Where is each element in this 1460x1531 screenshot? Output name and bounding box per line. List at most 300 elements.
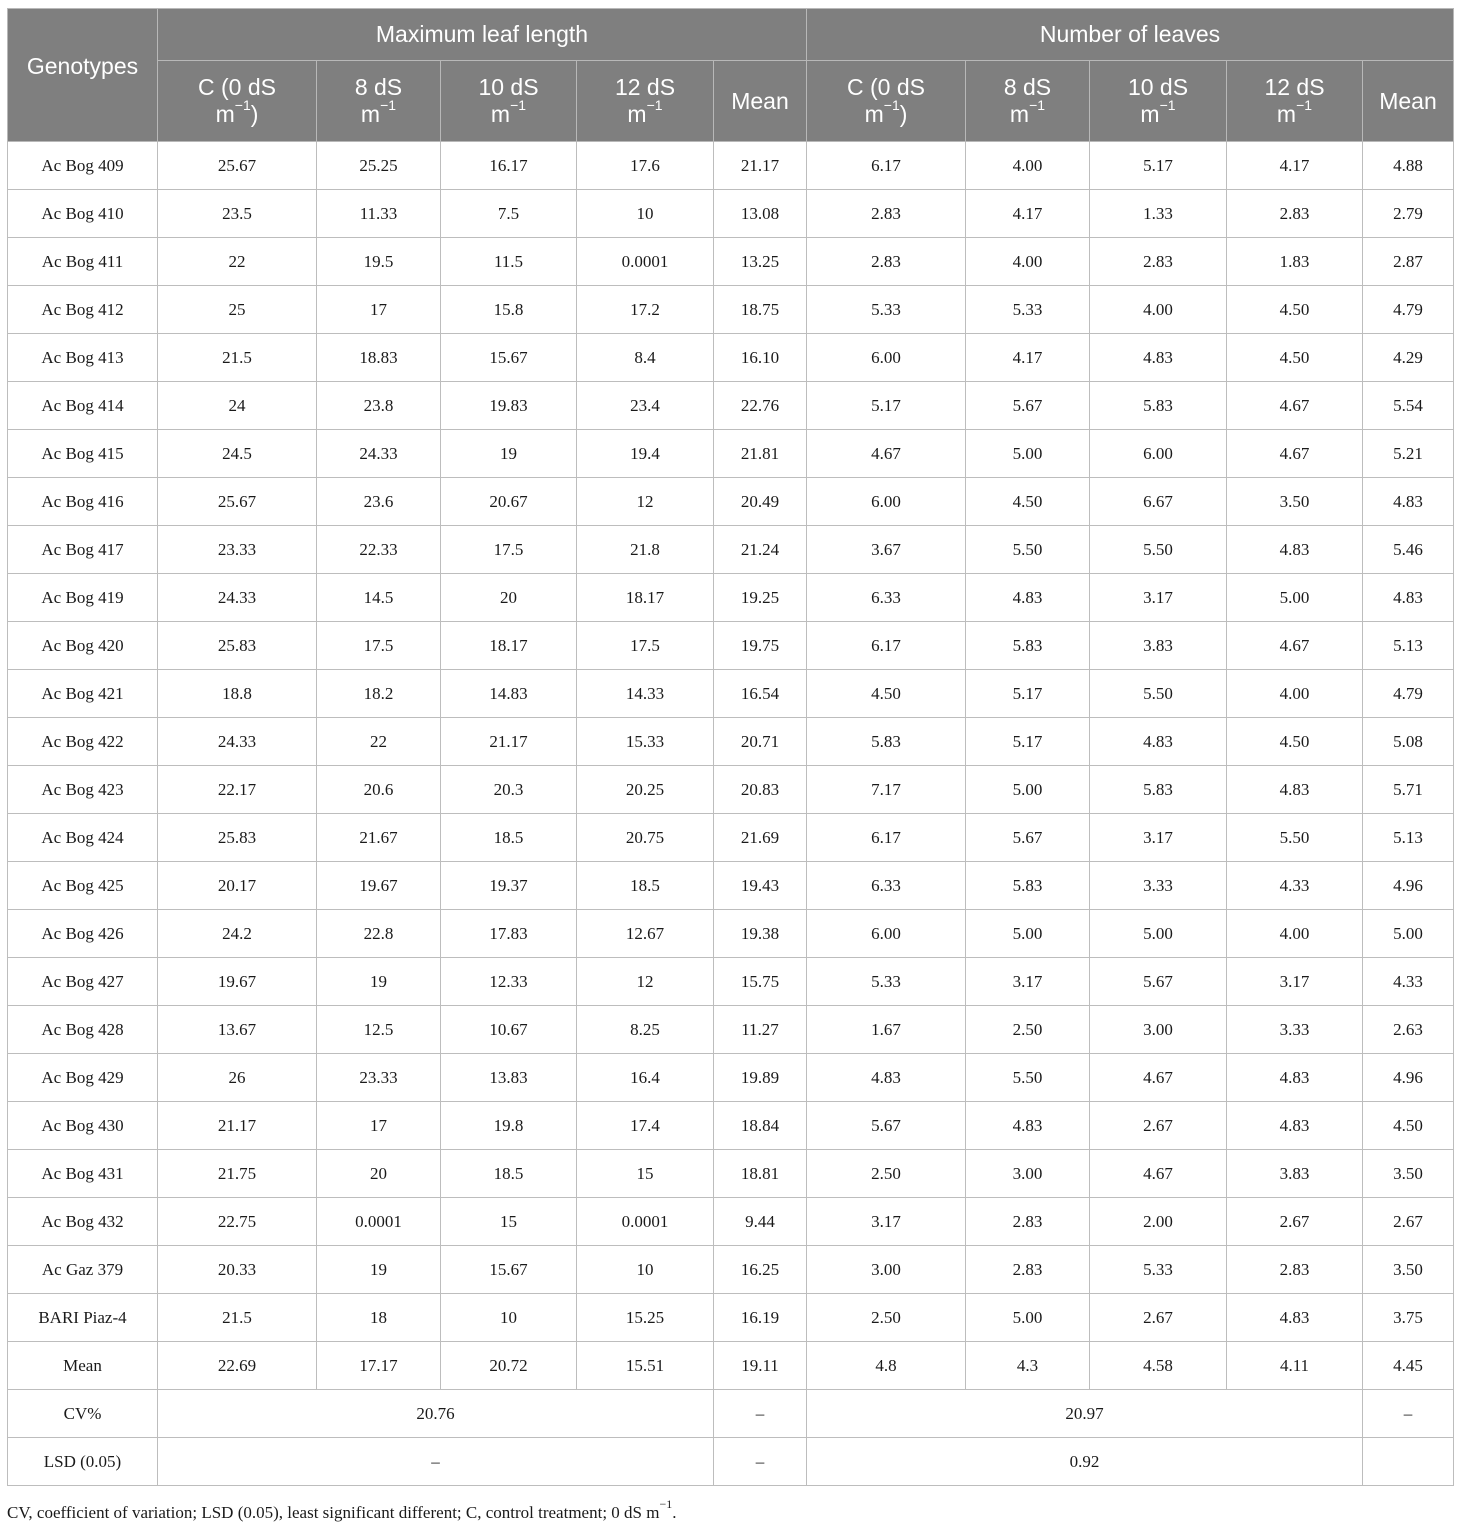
row-genotype: Ac Bog 432 <box>8 1198 158 1246</box>
table-cell: 19.38 <box>714 910 807 958</box>
table-cell: 1.83 <box>1227 238 1363 286</box>
table-cell: 20.49 <box>714 478 807 526</box>
table-cell: 12 <box>577 958 714 1006</box>
table-cell: 19.11 <box>714 1342 807 1390</box>
table-cell: 19.89 <box>714 1054 807 1102</box>
lsd-label: LSD (0.05) <box>8 1438 158 1486</box>
table-cell: 23.33 <box>317 1054 441 1102</box>
table-cell: 26 <box>158 1054 317 1102</box>
table-cell: 2.83 <box>1227 190 1363 238</box>
table-cell: 3.00 <box>1090 1006 1227 1054</box>
table-cell: 24.33 <box>158 574 317 622</box>
table-cell: 4.00 <box>1090 286 1227 334</box>
table-cell: 5.33 <box>807 286 966 334</box>
table-cell: 3.50 <box>1363 1150 1454 1198</box>
table-cell: 14.83 <box>441 670 577 718</box>
table-cell: 18.17 <box>441 622 577 670</box>
table-cell: 3.83 <box>1227 1150 1363 1198</box>
table-cell: 21.17 <box>158 1102 317 1150</box>
table-cell: 22.33 <box>317 526 441 574</box>
table-cell: 16.54 <box>714 670 807 718</box>
table-row <box>8 670 1454 718</box>
header-max-leaf-length: Maximum leaf length <box>158 9 807 61</box>
table-cell: 2.83 <box>1090 238 1227 286</box>
table-cell: 3.17 <box>1090 814 1227 862</box>
table-cell: 5.00 <box>1227 574 1363 622</box>
table-cell: 14.5 <box>317 574 441 622</box>
table-cell: 5.33 <box>807 958 966 1006</box>
table-cell: 4.83 <box>966 574 1090 622</box>
row-genotype: Ac Bog 410 <box>8 190 158 238</box>
table-cell: 5.00 <box>1363 910 1454 958</box>
header-leaves-mean: Mean <box>1363 61 1454 142</box>
table-cell: 21.69 <box>714 814 807 862</box>
table-cell: 15.8 <box>441 286 577 334</box>
lsd-row <box>8 1438 1454 1486</box>
table-cell: 5.83 <box>807 718 966 766</box>
table-cell: 23.33 <box>158 526 317 574</box>
table-cell: 20.6 <box>317 766 441 814</box>
table-cell: 17.5 <box>317 622 441 670</box>
header-genotypes: Genotypes <box>8 9 158 142</box>
table-cell: 4.17 <box>966 334 1090 382</box>
table-cell: 0.0001 <box>317 1198 441 1246</box>
row-genotype: Ac Bog 422 <box>8 718 158 766</box>
table-cell: 18.5 <box>441 814 577 862</box>
table-cell: 10 <box>577 1246 714 1294</box>
table-row <box>8 910 1454 958</box>
row-genotype: Ac Bog 420 <box>8 622 158 670</box>
table-cell: 5.54 <box>1363 382 1454 430</box>
table-cell: 4.00 <box>1227 670 1363 718</box>
table-cell: 18.5 <box>577 862 714 910</box>
table-cell: 17.5 <box>441 526 577 574</box>
table-row <box>8 622 1454 670</box>
table-cell: 4.33 <box>1363 958 1454 1006</box>
table-cell: 18.5 <box>441 1150 577 1198</box>
table-cell: 17.17 <box>317 1342 441 1390</box>
table-cell: 6.33 <box>807 862 966 910</box>
table-cell: 4.67 <box>1090 1150 1227 1198</box>
table-cell: 6.67 <box>1090 478 1227 526</box>
cv-label: CV% <box>8 1390 158 1438</box>
table-cell: 4.8 <box>807 1342 966 1390</box>
table-cell: 8.4 <box>577 334 714 382</box>
table-cell: 17 <box>317 1102 441 1150</box>
table-cell: 4.67 <box>1090 1054 1227 1102</box>
table-cell: 20.17 <box>158 862 317 910</box>
table-cell: 19.67 <box>158 958 317 1006</box>
table-cell: 1.67 <box>807 1006 966 1054</box>
cv-leaf-value: 20.76 <box>158 1390 714 1438</box>
table-cell: 19 <box>317 958 441 1006</box>
lsd-leaf-value: – <box>158 1438 714 1486</box>
table-cell: 19.75 <box>714 622 807 670</box>
table-cell: 4.83 <box>1227 526 1363 574</box>
table-cell: 5.00 <box>966 910 1090 958</box>
table-cell: 19.43 <box>714 862 807 910</box>
table-cell: 17.6 <box>577 142 714 190</box>
table-row <box>8 1342 1454 1390</box>
table-cell: 18 <box>317 1294 441 1342</box>
header-row-treatments <box>8 61 1454 142</box>
table-cell: 2.63 <box>1363 1006 1454 1054</box>
table-cell: 4.83 <box>1363 574 1454 622</box>
table-cell: 5.67 <box>966 814 1090 862</box>
table-cell: 2.67 <box>1090 1294 1227 1342</box>
table-cell: 15.67 <box>441 1246 577 1294</box>
table-cell: 4.96 <box>1363 862 1454 910</box>
table-cell: 6.00 <box>1090 430 1227 478</box>
table-cell: 18.75 <box>714 286 807 334</box>
table-row <box>8 1102 1454 1150</box>
table-cell: 23.4 <box>577 382 714 430</box>
table-cell: 6.17 <box>807 622 966 670</box>
table-row <box>8 526 1454 574</box>
table-cell: 19.37 <box>441 862 577 910</box>
table-cell: 13.67 <box>158 1006 317 1054</box>
table-cell: 15.25 <box>577 1294 714 1342</box>
table-cell: 24.2 <box>158 910 317 958</box>
row-genotype: Ac Bog 431 <box>8 1150 158 1198</box>
table-cell: 6.33 <box>807 574 966 622</box>
table-cell: 5.08 <box>1363 718 1454 766</box>
table-row <box>8 334 1454 382</box>
cv-leaves-mean: – <box>1363 1390 1454 1438</box>
table-cell: 5.33 <box>966 286 1090 334</box>
table-cell: 22.17 <box>158 766 317 814</box>
table-cell: 21.5 <box>158 334 317 382</box>
table-row <box>8 1006 1454 1054</box>
table-cell: 25.25 <box>317 142 441 190</box>
row-genotype: Ac Bog 423 <box>8 766 158 814</box>
table-cell: 17.4 <box>577 1102 714 1150</box>
table-cell: 22 <box>317 718 441 766</box>
table-cell: 21.81 <box>714 430 807 478</box>
table-cell: 4.83 <box>1227 1054 1363 1102</box>
cv-row <box>8 1390 1454 1438</box>
table-cell: 5.67 <box>807 1102 966 1150</box>
table-row <box>8 238 1454 286</box>
table-cell: 23.5 <box>158 190 317 238</box>
table-cell: 5.71 <box>1363 766 1454 814</box>
table-cell: 4.45 <box>1363 1342 1454 1390</box>
lsd-leaves-mean <box>1363 1438 1454 1486</box>
table-cell: 19.25 <box>714 574 807 622</box>
table-cell: 2.50 <box>966 1006 1090 1054</box>
table-cell: 4.67 <box>807 430 966 478</box>
table-cell: 20.71 <box>714 718 807 766</box>
table-cell: 3.17 <box>807 1198 966 1246</box>
table-row <box>8 286 1454 334</box>
table-cell: 1.33 <box>1090 190 1227 238</box>
table-cell: 5.00 <box>966 1294 1090 1342</box>
header-leaves-10ds: 10 dS $m^{-1}$ <box>1090 61 1227 142</box>
table-row <box>8 1150 1454 1198</box>
table-row <box>8 382 1454 430</box>
row-genotype: Ac Bog 428 <box>8 1006 158 1054</box>
table-cell: 25.83 <box>158 622 317 670</box>
row-genotype: Ac Gaz 379 <box>8 1246 158 1294</box>
table-row <box>8 1198 1454 1246</box>
row-genotype: Ac Bog 429 <box>8 1054 158 1102</box>
table-cell: 20.67 <box>441 478 577 526</box>
table-cell: 4.83 <box>1090 718 1227 766</box>
table-cell: 19.67 <box>317 862 441 910</box>
table-cell: 4.00 <box>966 238 1090 286</box>
table-cell: 6.00 <box>807 334 966 382</box>
table-cell: 4.83 <box>966 1102 1090 1150</box>
table-cell: 5.17 <box>1090 142 1227 190</box>
table-cell: 11.27 <box>714 1006 807 1054</box>
table-cell: 5.17 <box>966 718 1090 766</box>
table-cell: 20.72 <box>441 1342 577 1390</box>
table-cell: 5.13 <box>1363 622 1454 670</box>
table-cell: 4.88 <box>1363 142 1454 190</box>
table-cell: 25.83 <box>158 814 317 862</box>
table-cell: 17.5 <box>577 622 714 670</box>
table-cell: 17.83 <box>441 910 577 958</box>
table-cell: 16.4 <box>577 1054 714 1102</box>
table-cell: 6.00 <box>807 910 966 958</box>
table-cell: 6.17 <box>807 142 966 190</box>
table-cell: 15.75 <box>714 958 807 1006</box>
table-cell: 18.81 <box>714 1150 807 1198</box>
lsd-leaves-value: 0.92 <box>807 1438 1363 1486</box>
table-cell: 20 <box>441 574 577 622</box>
table-cell: 18.2 <box>317 670 441 718</box>
table-cell: 5.50 <box>1090 670 1227 718</box>
header-number-of-leaves: Number of leaves <box>807 9 1454 61</box>
table-cell: 19.5 <box>317 238 441 286</box>
table-cell: 4.33 <box>1227 862 1363 910</box>
table-cell: 23.6 <box>317 478 441 526</box>
cv-leaf-mean: – <box>714 1390 807 1438</box>
row-genotype: Ac Bog 421 <box>8 670 158 718</box>
table-cell: 4.83 <box>1227 1294 1363 1342</box>
table-cell: 3.75 <box>1363 1294 1454 1342</box>
table-cell: 4.96 <box>1363 1054 1454 1102</box>
table-cell: 13.25 <box>714 238 807 286</box>
table-cell: 8.25 <box>577 1006 714 1054</box>
table-cell: 4.79 <box>1363 670 1454 718</box>
table-cell: 5.17 <box>966 670 1090 718</box>
table-row <box>8 190 1454 238</box>
table-cell: 4.3 <box>966 1342 1090 1390</box>
table-cell: 13.08 <box>714 190 807 238</box>
table-cell: 4.67 <box>1227 430 1363 478</box>
table-cell: 5.00 <box>966 430 1090 478</box>
table-cell: 18.8 <box>158 670 317 718</box>
table-cell: 11.5 <box>441 238 577 286</box>
table-row <box>8 958 1454 1006</box>
table-cell: 19.8 <box>441 1102 577 1150</box>
row-genotype: Ac Bog 426 <box>8 910 158 958</box>
table-cell: 20.83 <box>714 766 807 814</box>
table-row <box>8 1294 1454 1342</box>
header-leaf-8ds: 8 dS $m^{-1}$ <box>317 61 441 142</box>
table-cell: 4.50 <box>807 670 966 718</box>
row-genotype: Ac Bog 419 <box>8 574 158 622</box>
table-cell: 15 <box>441 1198 577 1246</box>
table-cell: 4.67 <box>1227 622 1363 670</box>
table-cell: 20.25 <box>577 766 714 814</box>
table-cell: 12.33 <box>441 958 577 1006</box>
table-cell: 2.50 <box>807 1294 966 1342</box>
header-leaf-10ds: 10 dS $m^{-1}$ <box>441 61 577 142</box>
table-row <box>8 1246 1454 1294</box>
table-cell: 7.17 <box>807 766 966 814</box>
table-cell: 4.17 <box>1227 142 1363 190</box>
table-cell: 22.8 <box>317 910 441 958</box>
table-cell: 18.17 <box>577 574 714 622</box>
table-cell: 17 <box>317 286 441 334</box>
table-cell: 4.29 <box>1363 334 1454 382</box>
table-cell: 4.67 <box>1227 382 1363 430</box>
row-genotype: BARI Piaz-4 <box>8 1294 158 1342</box>
table-cell: 15.33 <box>577 718 714 766</box>
row-genotype: Ac Bog 416 <box>8 478 158 526</box>
table-cell: 15 <box>577 1150 714 1198</box>
table-cell: 12.5 <box>317 1006 441 1054</box>
table-cell: 4.79 <box>1363 286 1454 334</box>
table-cell: 4.83 <box>1363 478 1454 526</box>
table-cell: 2.50 <box>807 1150 966 1198</box>
table-row <box>8 718 1454 766</box>
table-cell: 4.50 <box>966 478 1090 526</box>
header-leaf-12ds: 12 dS $m^{-1}$ <box>577 61 714 142</box>
row-genotype: Ac Bog 413 <box>8 334 158 382</box>
row-genotype: Ac Bog 430 <box>8 1102 158 1150</box>
data-table <box>7 8 1454 1486</box>
table-cell: 4.58 <box>1090 1342 1227 1390</box>
table-cell: 22.75 <box>158 1198 317 1246</box>
table-cell: 3.00 <box>807 1246 966 1294</box>
table-cell: 4.50 <box>1227 286 1363 334</box>
table-cell: 20.33 <box>158 1246 317 1294</box>
table-cell: 21.17 <box>441 718 577 766</box>
table-cell: 17.2 <box>577 286 714 334</box>
table-row <box>8 814 1454 862</box>
table-cell: 11.33 <box>317 190 441 238</box>
table-cell: 24.33 <box>158 718 317 766</box>
table-cell: 3.33 <box>1090 862 1227 910</box>
table-cell: 21.75 <box>158 1150 317 1198</box>
table-cell: 21.5 <box>158 1294 317 1342</box>
table-cell: 19.83 <box>441 382 577 430</box>
table-cell: 5.83 <box>966 622 1090 670</box>
table-cell: 4.83 <box>1090 334 1227 382</box>
table-cell: 16.10 <box>714 334 807 382</box>
table-cell: 24.33 <box>317 430 441 478</box>
table-cell: 13.83 <box>441 1054 577 1102</box>
table-cell: 6.00 <box>807 478 966 526</box>
table-cell: 14.33 <box>577 670 714 718</box>
table-cell: 2.67 <box>1227 1198 1363 1246</box>
table-cell: 5.67 <box>1090 958 1227 1006</box>
table-cell: 4.17 <box>966 190 1090 238</box>
table-cell: 22 <box>158 238 317 286</box>
row-genotype: Ac Bog 415 <box>8 430 158 478</box>
footnote: CV, coefficient of variation; LSD (0.05), least significant different; C, control treatment; 0 dS $m^{-1}$. <box>7 1497 677 1522</box>
row-genotype: Ac Bog 411 <box>8 238 158 286</box>
table-cell: 4.83 <box>807 1054 966 1102</box>
row-genotype: Mean <box>8 1342 158 1390</box>
header-leaf-mean: Mean <box>714 61 807 142</box>
table-row <box>8 862 1454 910</box>
cv-leaves-value: 20.97 <box>807 1390 1363 1438</box>
table-cell: 3.17 <box>1227 958 1363 1006</box>
table-cell: 20.75 <box>577 814 714 862</box>
table-cell: 2.83 <box>966 1198 1090 1246</box>
table-row <box>8 574 1454 622</box>
table-cell: 16.17 <box>441 142 577 190</box>
table-cell: 16.19 <box>714 1294 807 1342</box>
row-genotype: Ac Bog 427 <box>8 958 158 1006</box>
table-cell: 4.83 <box>1227 1102 1363 1150</box>
row-genotype: Ac Bog 409 <box>8 142 158 190</box>
table-cell: 5.13 <box>1363 814 1454 862</box>
table-row <box>8 1054 1454 1102</box>
header-leaves-12ds: 12 dS $m^{-1}$ <box>1227 61 1363 142</box>
table-cell: 15.67 <box>441 334 577 382</box>
table-cell: 2.83 <box>966 1246 1090 1294</box>
table-cell: 5.50 <box>966 526 1090 574</box>
table-cell: 0.0001 <box>577 1198 714 1246</box>
table-cell: 5.50 <box>1227 814 1363 862</box>
table-cell: 24.5 <box>158 430 317 478</box>
table-cell: 2.83 <box>807 238 966 286</box>
table-cell: 15.51 <box>577 1342 714 1390</box>
table-cell: 4.11 <box>1227 1342 1363 1390</box>
table-cell: 24 <box>158 382 317 430</box>
table-cell: 19 <box>317 1246 441 1294</box>
table-cell: 3.17 <box>1090 574 1227 622</box>
table-cell: 3.50 <box>1363 1246 1454 1294</box>
table-cell: 3.00 <box>966 1150 1090 1198</box>
table-cell: 5.46 <box>1363 526 1454 574</box>
table-cell: 2.87 <box>1363 238 1454 286</box>
header-leaf-control: C (0 dS $m^{-1}$) <box>158 61 317 142</box>
table-cell: 4.50 <box>1227 334 1363 382</box>
table-cell: 21.67 <box>317 814 441 862</box>
table-cell: 2.67 <box>1363 1198 1454 1246</box>
table-cell: 2.83 <box>807 190 966 238</box>
table-cell: 3.33 <box>1227 1006 1363 1054</box>
table-cell: 21.8 <box>577 526 714 574</box>
table-cell: 3.17 <box>966 958 1090 1006</box>
table-cell: 5.67 <box>966 382 1090 430</box>
table-cell: 7.5 <box>441 190 577 238</box>
table-cell: 22.76 <box>714 382 807 430</box>
table-cell: 10.67 <box>441 1006 577 1054</box>
table-cell: 2.79 <box>1363 190 1454 238</box>
table-cell: 25 <box>158 286 317 334</box>
header-row-groups <box>8 9 1454 61</box>
table-cell: 3.83 <box>1090 622 1227 670</box>
table-cell: 5.50 <box>1090 526 1227 574</box>
row-genotype: Ac Bog 425 <box>8 862 158 910</box>
table-cell: 9.44 <box>714 1198 807 1246</box>
table-cell: 4.00 <box>1227 910 1363 958</box>
table-row <box>8 142 1454 190</box>
table-row <box>8 766 1454 814</box>
table-cell: 23.8 <box>317 382 441 430</box>
table-row <box>8 478 1454 526</box>
table-cell: 12.67 <box>577 910 714 958</box>
header-leaves-8ds: 8 dS $m^{-1}$ <box>966 61 1090 142</box>
table-cell: 16.25 <box>714 1246 807 1294</box>
